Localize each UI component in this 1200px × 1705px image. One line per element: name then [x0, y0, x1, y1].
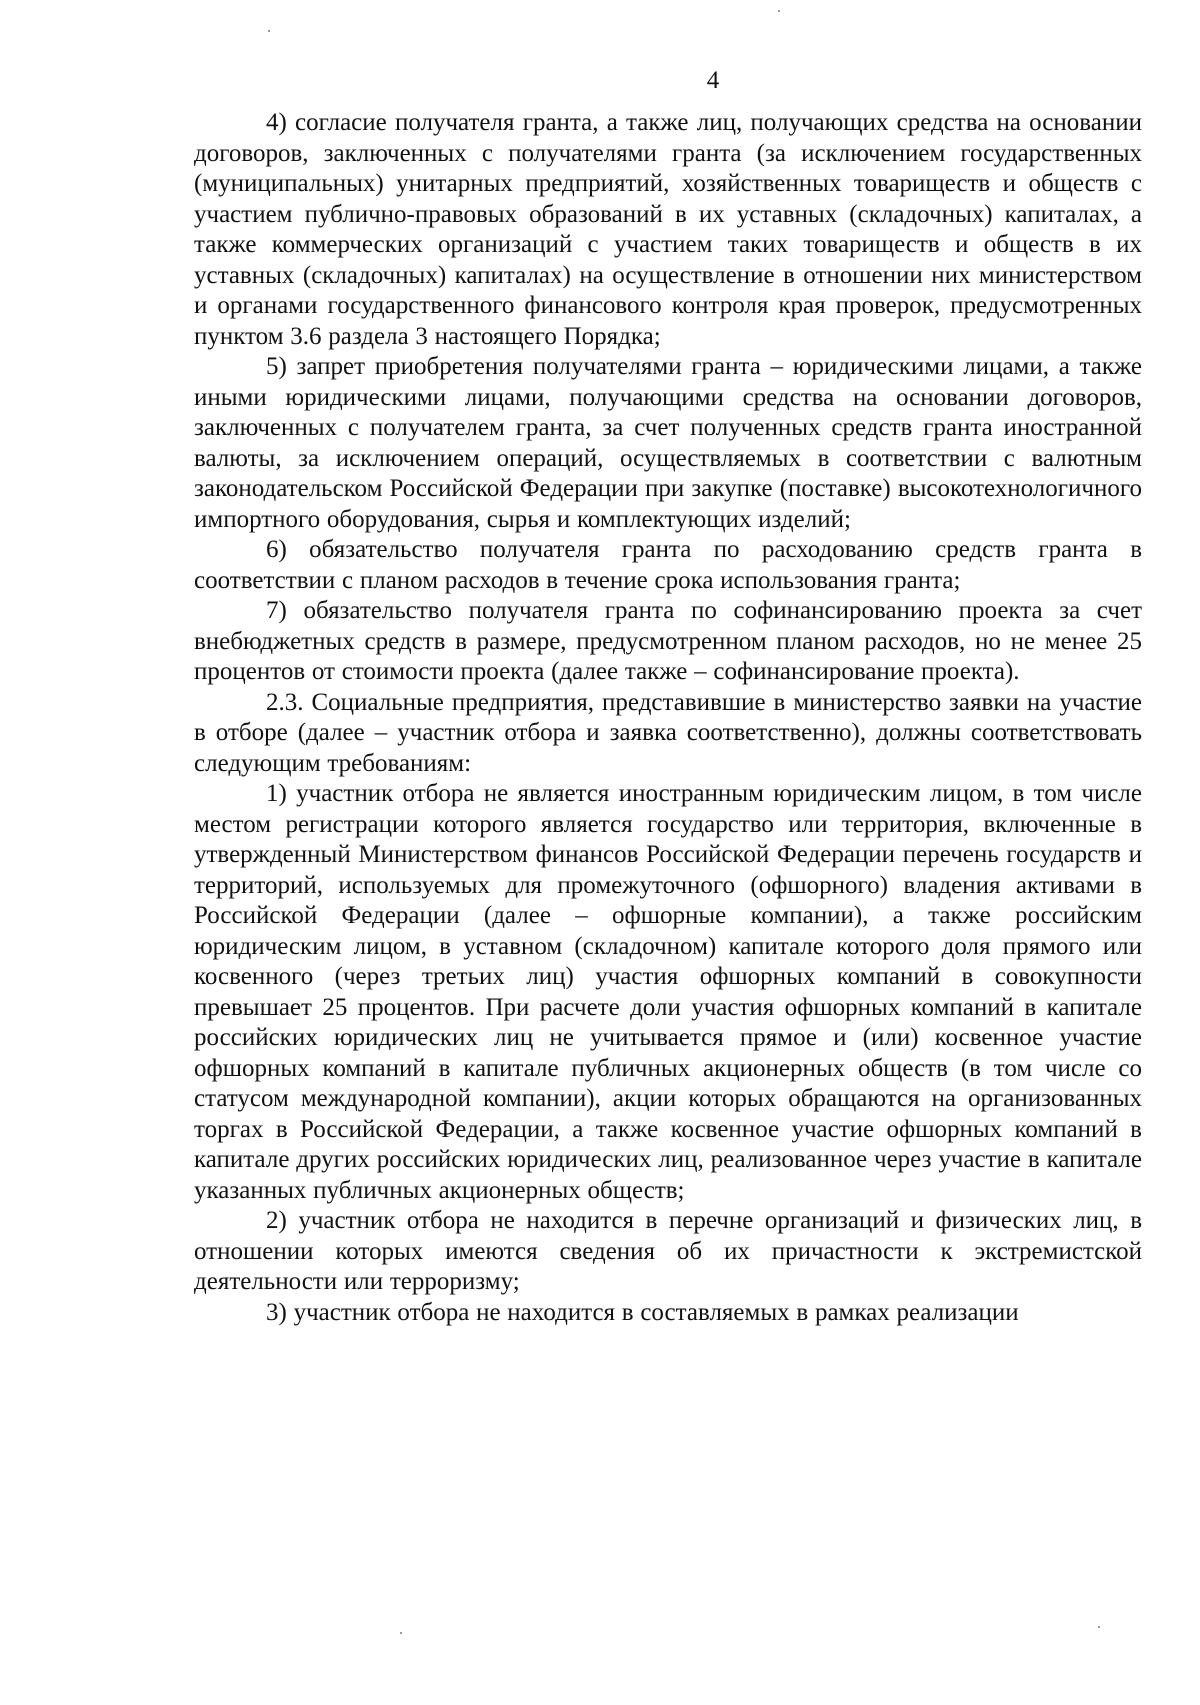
- paragraph-item-6-spending-obligation: 6) обязательство получателя гранта по расходованию средств гранта в соответствии с планом расходов в течение срока использования гранта;: [194, 536, 1142, 594]
- paragraph-item-4-consent: 4) согласие получателя гранта, а также лиц, получающих средства на основании договоров, заключенных с получателями гранта (за исключением государственных (муниципальных) унитарных предприятий, хозяйственных товариществ и обществ с участием публично-правовых образований в их уставных (складочных) капиталах, а также коммерческих организаций с участием таких товариществ и обществ в их уставных (складочных) капиталах) на осуществление в отношении них министерством и органами государственного финансового контроля края проверок, предусмотренных пунктом 3.6 раздела 3 настоящего Порядка;: [194, 109, 1142, 350]
- paragraph-item-5-currency-ban: 5) запрет приобретения получателями гранта – юридическими лицами, а также иными юридическими лицами, получающими средства на основании договоров, заключенных с получателем гранта, за счет полученных средств гранта иностранной валюты, за исключением операций, осуществляемых в соответствии с валютным законодательском Российской Федерации при закупке (поставке) высокотехнологичного импортного оборудования, сырья и комплектующих изделий;: [194, 353, 1142, 533]
- page-number: 4: [706, 67, 720, 94]
- scan-speck: [1098, 1626, 1100, 1628]
- paragraph-requirement-2-extremism: 2) участник отбора не находится в перечне организаций и физических лиц, в отношении которых имеются сведения об их причастности к экстремистской деятельности или терроризму;: [194, 1207, 1142, 1295]
- document-body: [194, 108, 1142, 1328]
- paragraph-section-2-3: 2.3. Социальные предприятия, представившие в министерство заявки на участие в отборе (далее – участник отбора и заявка соответственно), должны соответствовать следующим требованиям:: [194, 688, 1142, 777]
- paragraph-requirement-3-partial: 3) участник отбора не находится в составляемых в рамках реализации: [266, 1298, 1019, 1326]
- scan-speck: [778, 10, 780, 12]
- scan-speck: [268, 30, 270, 32]
- paragraph-requirement-1-offshore: 1) участник отбора не является иностранным юридическим лицом, в том числе местом регистрации которого является государство или территория, включенные в утвержденный Министерством финансов Российской Федерации перечень государств и территорий, используемых для промежуточного (офшорного) владения активами в Российской Федерации (далее – офшорные компании), а также российским юридическим лицом, в уставном (складочном) капитале которого доля прямого или косвенного (через третьих лиц) участия офшорных компаний в совокупности превышает 25 процентов. При расчете доли участия офшорных компаний в капитале российских юридических лиц не учитывается прямое и (или) косвенное участие офшорных компаний в капитале публичных акционерных обществ (в том числе со статусом международной компании), акции которых обращаются на организованных торгах в Российской Федерации, а также косвенное участие офшорных компаний в капитале других российских юридических лиц, реализованное через участие в капитале указанных публичных акционерных обществ;: [194, 780, 1142, 1204]
- paragraph-item-7-cofinancing: 7) обязательство получателя гранта по софинансированию проекта за счет внебюджетных средств в размере, предусмотренном планом расходов, но не менее 25 процентов от стоимости проекта (далее также – софинансирование проекта).: [194, 597, 1142, 685]
- scan-speck: [400, 1632, 402, 1634]
